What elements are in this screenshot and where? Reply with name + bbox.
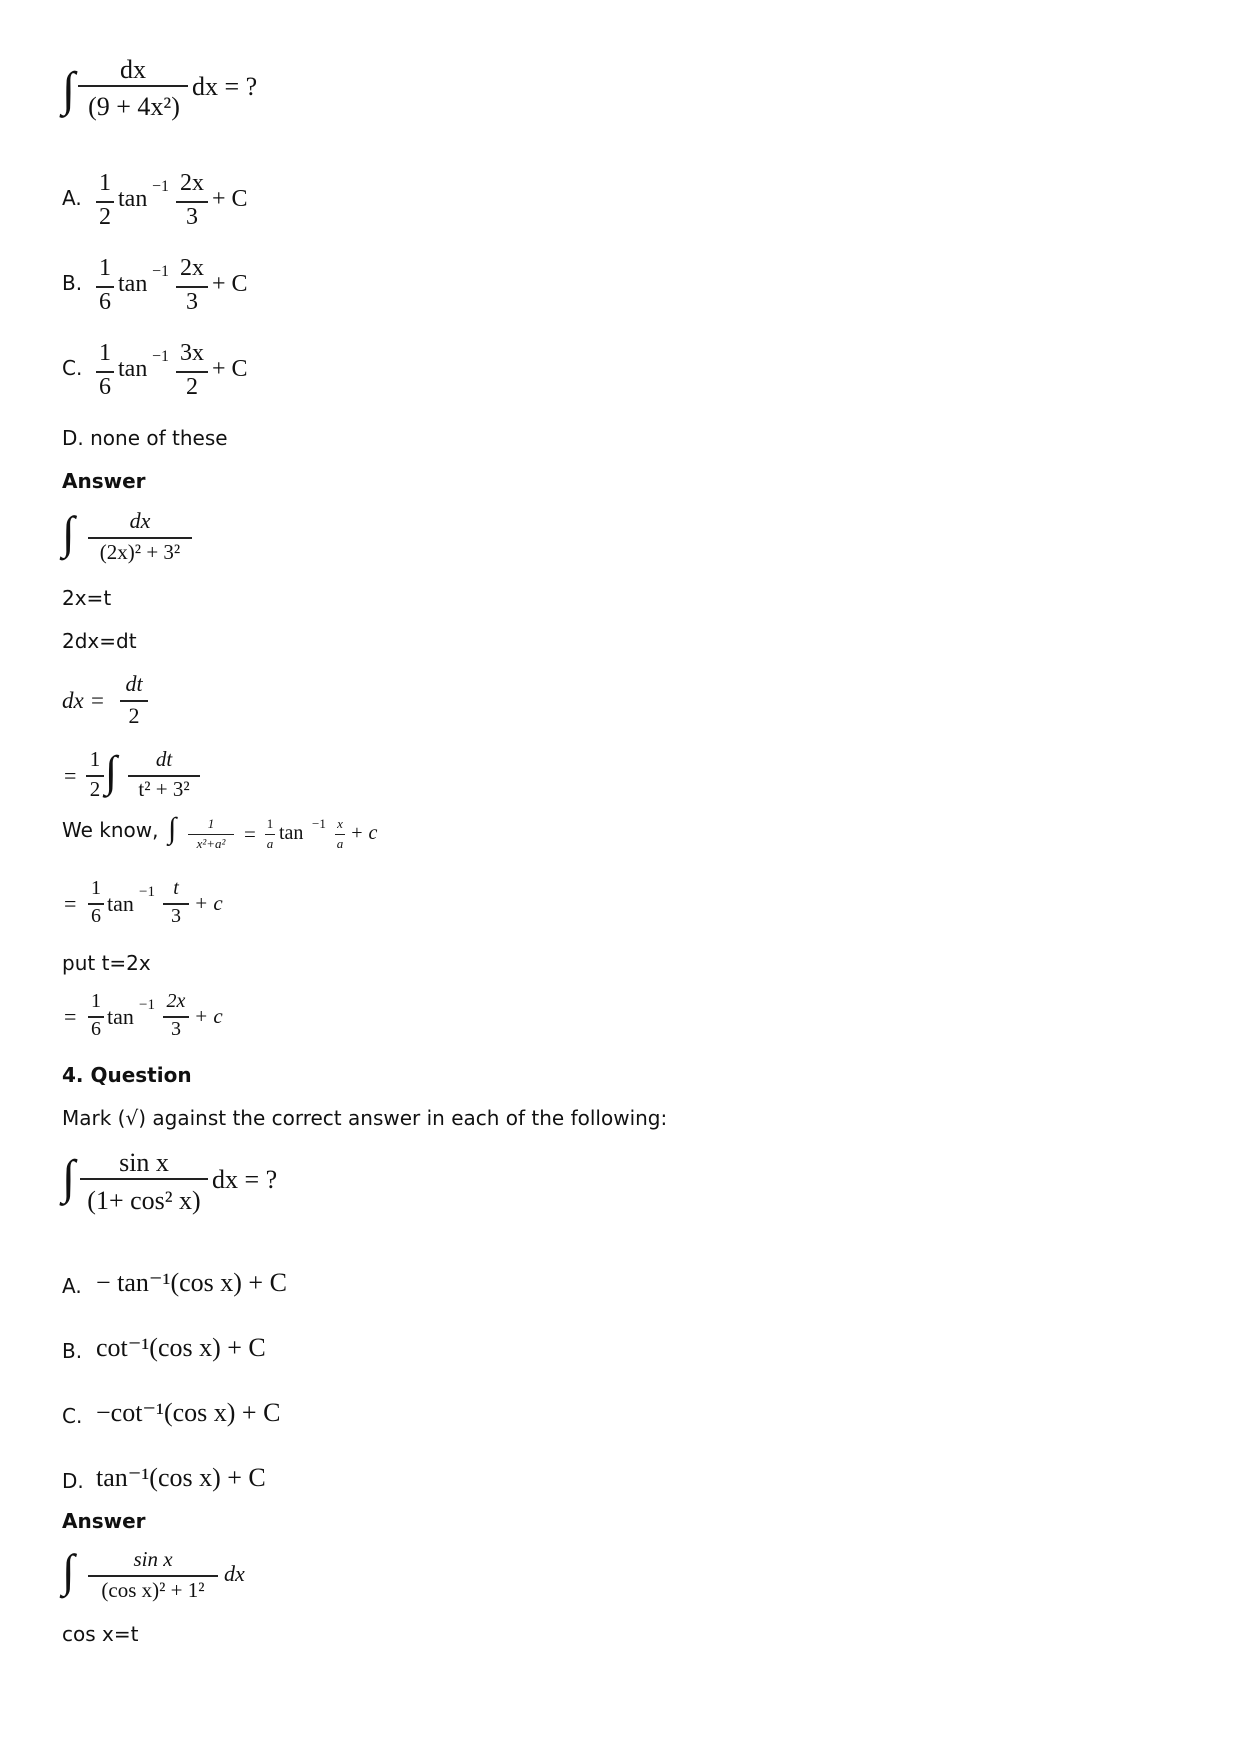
option-label: A. (62, 186, 82, 210)
answer-heading: Answer (62, 469, 146, 493)
formula-power: −1 (312, 816, 326, 831)
equals-sign: = (64, 891, 77, 916)
option-expression: − tan⁻¹(cos x) + C (96, 1268, 287, 1297)
option-label: B. (62, 271, 83, 295)
dx-numerator: dt (125, 671, 143, 696)
question-heading: 4. Question (62, 1063, 192, 1087)
option-label: D. (62, 1469, 84, 1493)
coef-denominator: 6 (91, 1018, 101, 1040)
option-label: C. (62, 356, 83, 380)
q3-integral-denominator: (9 + 4x²) (88, 92, 180, 121)
func-power: −1 (152, 178, 170, 195)
arg-denominator: 2 (186, 374, 198, 400)
arg-denominator: 3 (171, 1018, 181, 1040)
arg-numerator: 2x (180, 170, 204, 196)
func-power: −1 (152, 263, 170, 280)
result-tail: + c (194, 1004, 223, 1028)
coef-denominator: 6 (91, 905, 101, 927)
dx-lhs: dx = (62, 688, 105, 713)
dx-denominator: 2 (128, 703, 140, 728)
option-expression: −cot⁻¹(cos x) + C (96, 1398, 281, 1427)
func-name: tan (107, 891, 134, 916)
formula-denominator: x²+a² (196, 836, 226, 851)
func-name: tan (107, 1004, 134, 1029)
half-integral-denominator: t² + 3² (138, 777, 190, 801)
equals-sign: = (244, 822, 256, 846)
substitution-2: 2dx=dt (62, 629, 137, 653)
func-name: tan (118, 356, 148, 382)
option-label: A. (62, 1274, 82, 1298)
coef-denominator: 6 (99, 374, 111, 400)
coef-numerator: 1 (89, 747, 101, 771)
formula-coef-denominator: a (266, 836, 274, 851)
q3-integral-tail: dx = ? (192, 72, 258, 101)
coef-numerator: 1 (99, 255, 111, 281)
q4-integral-numerator: sin x (119, 1148, 169, 1177)
arg-denominator: 3 (186, 204, 198, 230)
we-know-label: We know, (62, 818, 159, 842)
option-tail: + C (212, 186, 248, 212)
q4-answer-numerator: sin x (133, 1547, 173, 1571)
q4-integral-denominator: (1+ cos² x) (87, 1186, 201, 1215)
answer-integral-1-numerator: dx (129, 508, 151, 533)
q4-substitution: cos x=t (62, 1622, 139, 1646)
q3-integral-numerator: dx (120, 55, 146, 84)
integral-sign: ∫ (62, 1151, 76, 1204)
func-name: tan (118, 186, 148, 212)
coef-numerator: 1 (99, 340, 111, 366)
option-label: B. (62, 1339, 83, 1363)
arg-numerator: 2x (180, 255, 204, 281)
option-tail: + C (212, 356, 248, 382)
q3-option-d[interactable]: D. none of these (62, 426, 228, 450)
option-expression: cot⁻¹(cos x) + C (96, 1333, 266, 1362)
answer-integral-1-denominator: (2x)² + 3² (99, 540, 181, 564)
integral-sign: ∫ (105, 747, 118, 796)
formula-tail: + c (350, 822, 378, 844)
formula-arg-numerator: x (337, 816, 343, 831)
q4-answer-denominator: (cos x)² + 1² (101, 1578, 205, 1602)
option-expression: tan⁻¹(cos x) + C (96, 1463, 266, 1492)
formula-func: tan (279, 822, 304, 844)
coef-denominator: 6 (99, 289, 111, 315)
integral-sign: ∫ (62, 1545, 75, 1596)
arg-numerator: t (173, 877, 179, 899)
func-name: tan (118, 271, 148, 297)
answer-heading: Answer (62, 1509, 146, 1533)
coef-denominator: 2 (89, 777, 101, 801)
func-power: −1 (139, 884, 155, 900)
coef-denominator: 2 (99, 204, 111, 230)
question-instruction: Mark (√) against the correct answer in each of the following: (62, 1106, 668, 1130)
arg-denominator: 3 (171, 905, 181, 927)
integral-sign: ∫ (62, 63, 76, 116)
option-label: C. (62, 1404, 83, 1428)
formula-coef-numerator: 1 (266, 816, 274, 831)
q4-answer-tail: dx (224, 1561, 245, 1586)
coef-numerator: 1 (99, 170, 111, 196)
option-tail: + C (212, 271, 248, 297)
half-integral-numerator: dt (155, 747, 173, 771)
formula-numerator: 1 (207, 816, 215, 831)
equals-sign: = (64, 763, 77, 788)
integral-sign: ∫ (62, 507, 75, 558)
put-substitution: put t=2x (62, 951, 151, 975)
result-tail: + c (194, 891, 223, 915)
arg-numerator: 3x (180, 340, 204, 366)
arg-numerator: 2x (166, 990, 186, 1012)
func-power: −1 (139, 997, 155, 1013)
integral-sign: ∫ (168, 812, 177, 845)
arg-denominator: 3 (186, 289, 198, 315)
func-power: −1 (152, 348, 170, 365)
formula-arg-denominator: a (336, 836, 344, 851)
substitution-1: 2x=t (62, 586, 112, 610)
coef-numerator: 1 (91, 990, 101, 1012)
q4-integral-tail: dx = ? (212, 1165, 278, 1194)
coef-numerator: 1 (91, 877, 101, 899)
equals-sign: = (64, 1004, 77, 1029)
